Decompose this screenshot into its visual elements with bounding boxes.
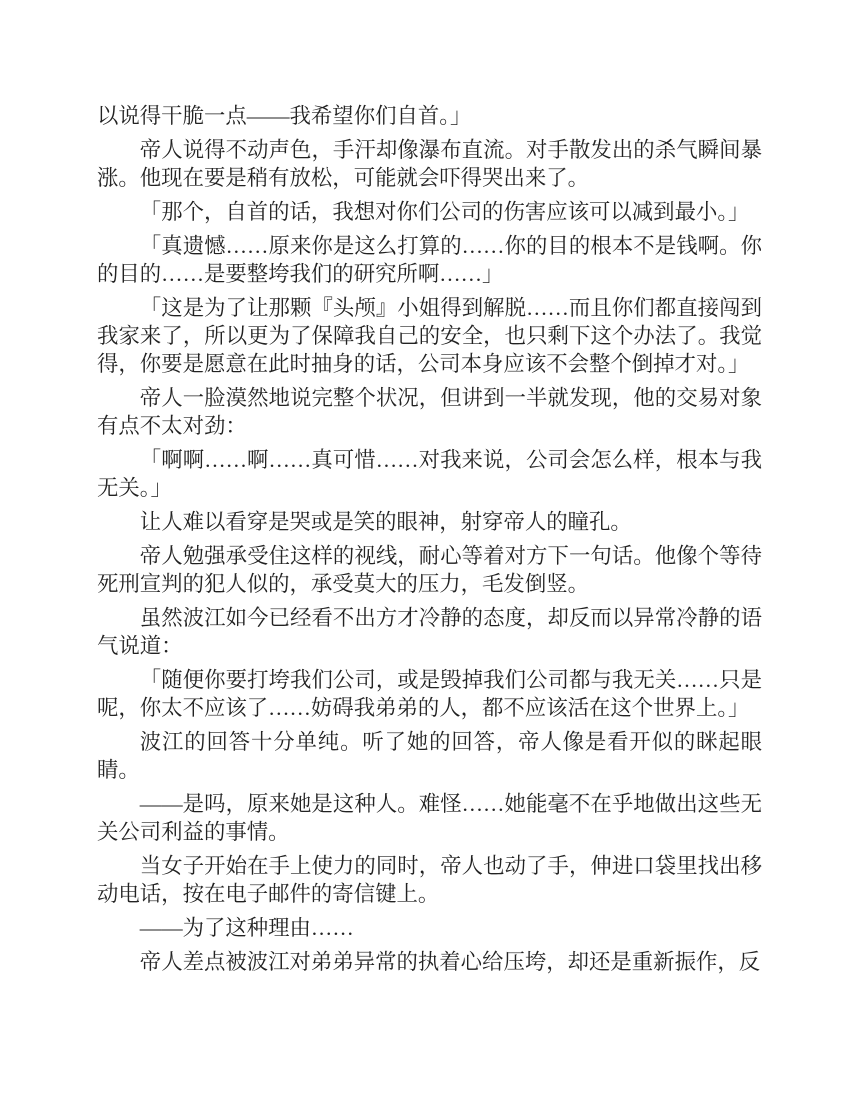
paragraph: 波江的回答十分单纯。听了她的回答，帝人像是看开似的眯起眼睛。 (97, 730, 762, 782)
paragraph: 让人难以看穿是哭或是笑的眼神，射穿帝人的瞳孔。 (139, 510, 632, 534)
paragraph: 「啊啊……啊……真可惜……对我来说，公司会怎么样，根本与我无关。」 (97, 448, 762, 500)
paragraph: 以说得干脆一点——我希望你们自首。」 (97, 104, 472, 128)
paragraph: 当女子开始在手上使力的同时，帝人也动了手，伸进口袋里找出移动电话，按在电子邮件的寄信键上。 (97, 854, 762, 906)
paragraph: ——为了这种理由…… (139, 916, 354, 940)
paragraph: 「这是为了让那颗『头颅』小姐得到解脱……而且你们都直接闯到我家来了，所以更为了保障我自己的安全，也只剩下这个办法了。我觉得，你要是愿意在此时抽身的话，公司本身应该不会整个倒掉才对。」 (97, 296, 762, 376)
text-body (97, 102, 762, 976)
paragraph: 帝人差点被波江对弟弟异常的执着心给压垮，却还是重新振作，反 (139, 950, 761, 974)
paragraph: 帝人一脸漠然地说完整个状况，但讲到一半就发现，他的交易对象有点不太对劲： (97, 386, 762, 438)
paragraph: 虽然波江如今已经看不出方才冷静的态度，却反而以异常冷静的语气说道： (97, 606, 762, 658)
paragraph: 「真遗憾……原来你是这么打算的……你的目的根本不是钱啊。你的目的……是要整垮我们的研究所啊……」 (97, 234, 762, 286)
paragraph: 帝人勉强承受住这样的视线，耐心等着对方下一句话。他像个等待死刑宣判的犯人似的，承受莫大的压力，毛发倒竖。 (97, 544, 762, 596)
paragraph: 帝人说得不动声色，手汗却像瀑布直流。对手散发出的杀气瞬间暴涨。他现在要是稍有放松，可能就会吓得哭出来了。 (97, 138, 762, 190)
paragraph: 「那个，自首的话，我想对你们公司的伤害应该可以减到最小。」 (139, 200, 750, 224)
paragraph: 「随便你要打垮我们公司，或是毁掉我们公司都与我无关……只是呢，你太不应该了……妨碍我弟弟的人，都不应该活在这个世界上。」 (97, 668, 762, 720)
paragraph: ——是吗，原来她是这种人。难怪……她能毫不在乎地做出这些无关公司利益的事情。 (97, 792, 762, 844)
